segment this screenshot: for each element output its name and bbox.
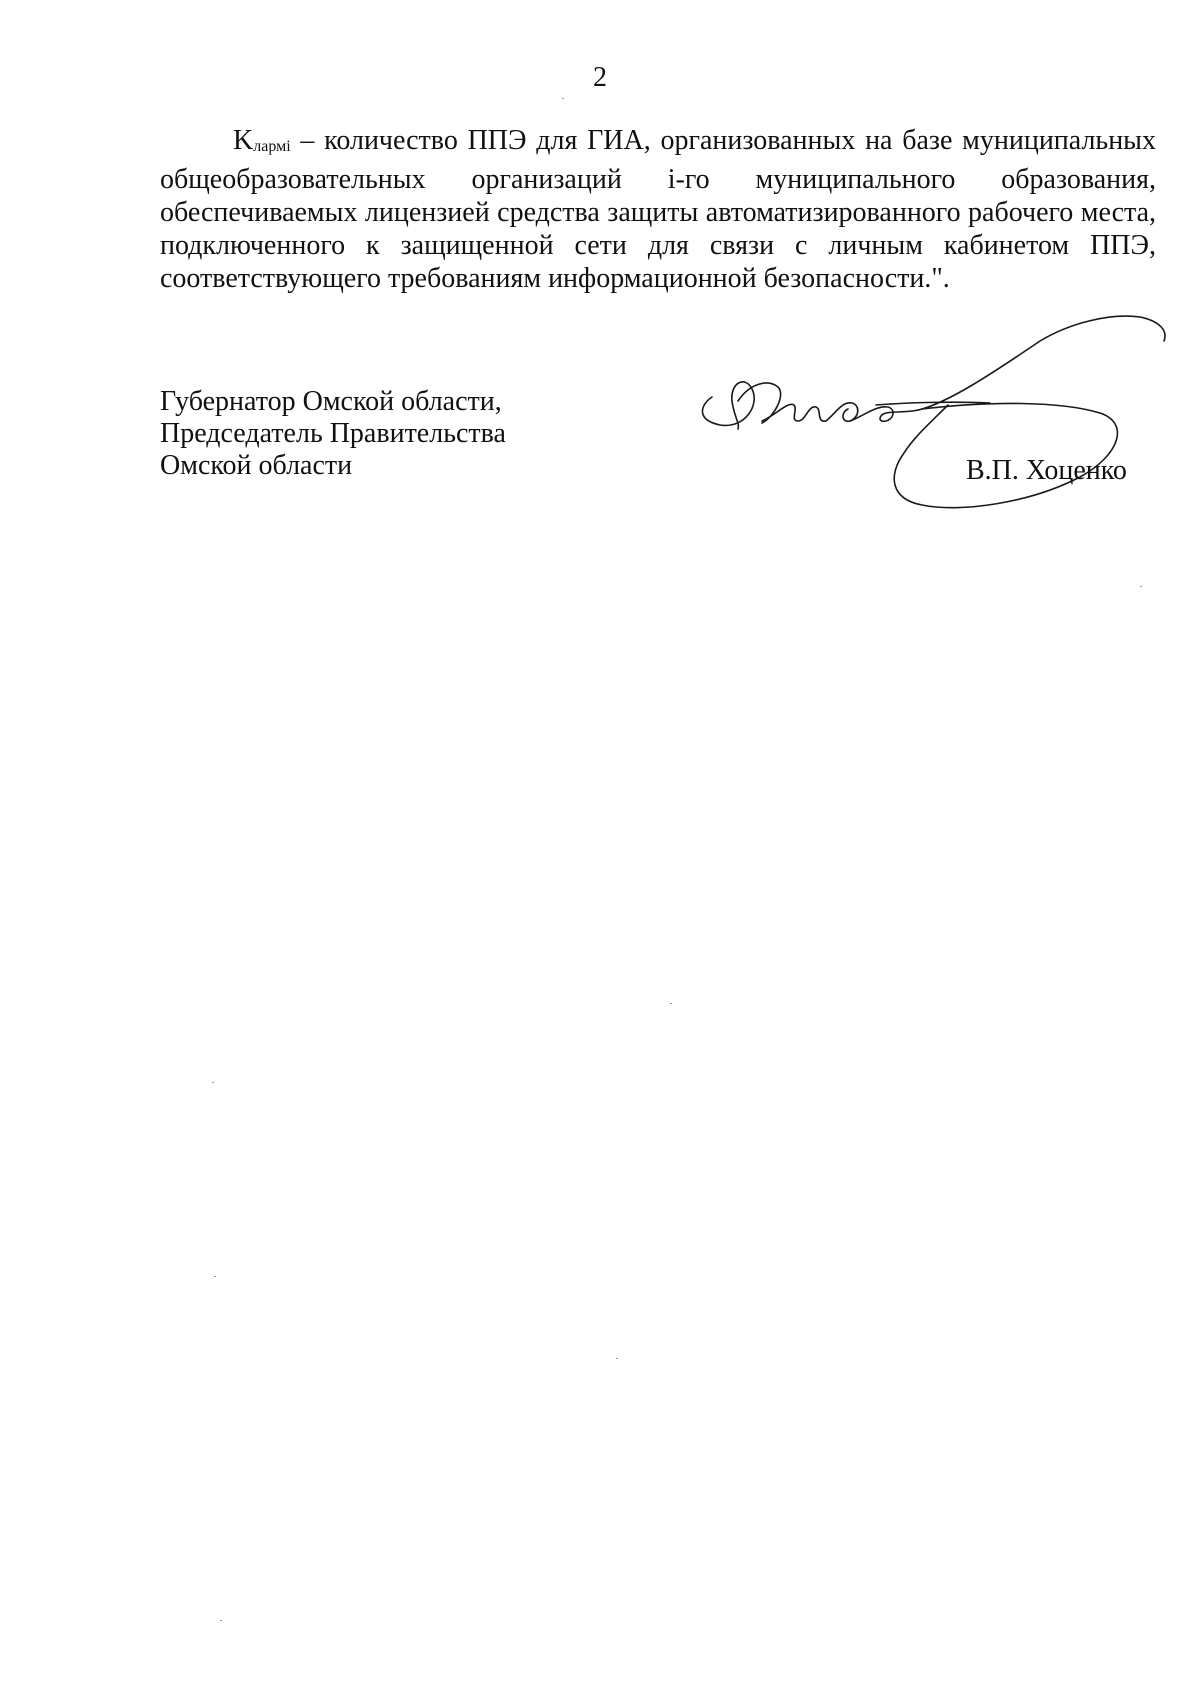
handwritten-signature bbox=[690, 305, 1170, 550]
scan-speck bbox=[220, 1620, 222, 1621]
document-body bbox=[160, 124, 1156, 295]
scan-speck bbox=[562, 98, 564, 99]
signatory-title-line-1: Губернатор Омской области, bbox=[160, 386, 502, 417]
scan-speck bbox=[670, 1003, 672, 1004]
scan-speck bbox=[616, 1358, 618, 1359]
page-number: 2 bbox=[593, 62, 607, 93]
signatory-title bbox=[160, 386, 506, 482]
scan-speck bbox=[212, 1082, 214, 1083]
signer-name: В.П. Хоценко bbox=[966, 455, 1127, 486]
paragraph-text: – количество ППЭ для ГИА, организованных на базе муниципальных общеобразовательных организаций i-го муниципального образования, обеспечиваемых лицензией средства защиты автоматизированного рабочего места, подключенного к защищенной сети для связи с личным кабинетом ППЭ, соответствующего требованиям информационной безопасности.". bbox=[160, 125, 1156, 294]
signatory-title-line-2: Председатель Правительства bbox=[160, 418, 506, 449]
variable-subscript: лармi bbox=[253, 138, 291, 155]
variable-symbol: K bbox=[233, 125, 254, 156]
scan-speck bbox=[1140, 586, 1142, 587]
scan-speck bbox=[214, 1276, 216, 1277]
paragraph bbox=[160, 124, 1156, 295]
signatory-title-line-3: Омской области bbox=[160, 450, 353, 481]
